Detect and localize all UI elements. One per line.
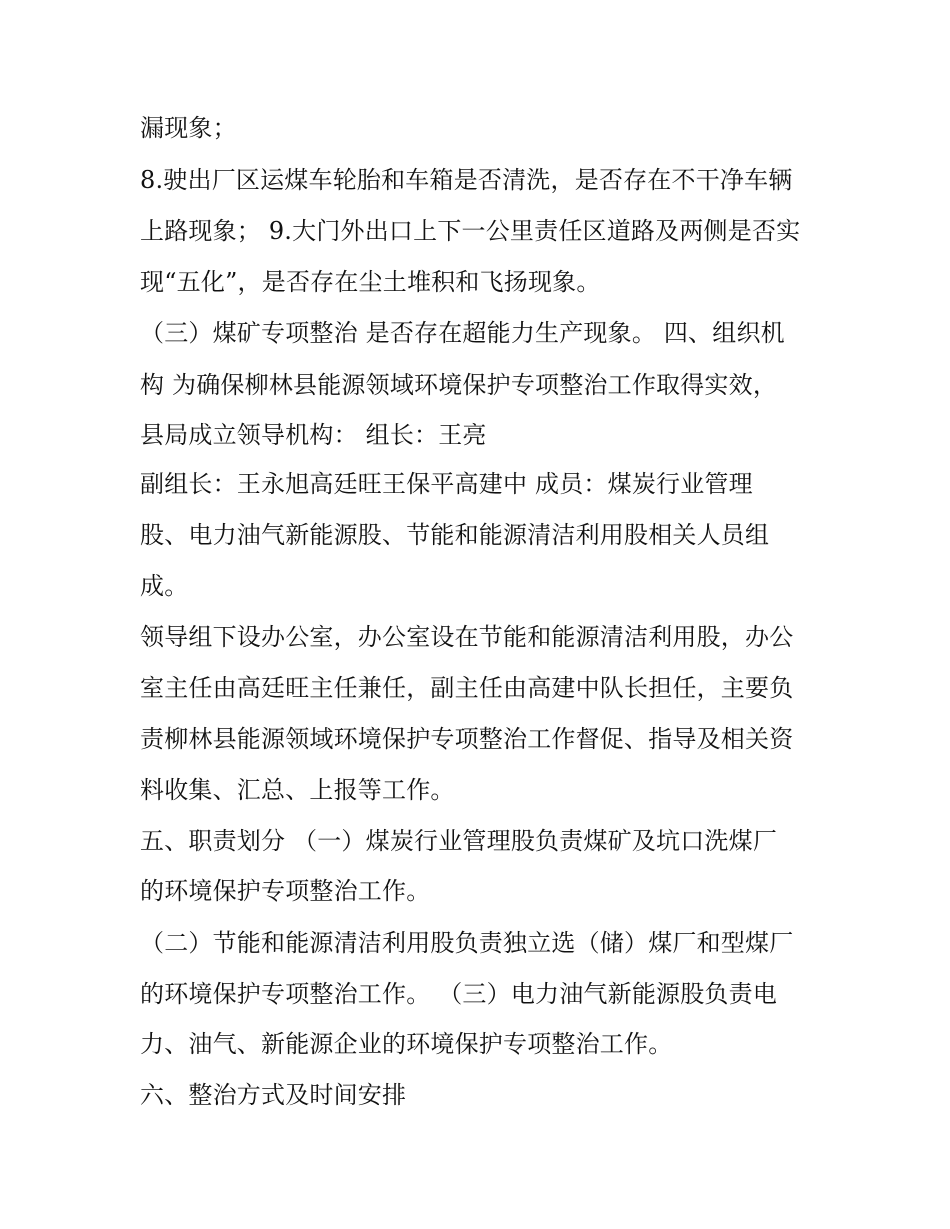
text-line: 上路现象； 9.大门外出口上下一公里责任区道路及两侧是否实 — [140, 217, 801, 245]
text-line: 责柳林县能源领域环境保护专项整治工作督促、指导及相关资 — [140, 725, 794, 753]
text-line: 的环境保护专项整治工作。 — [140, 877, 431, 905]
text-line: 8.驶出厂区运煤车轮胎和车箱是否清洗，是否存在不干净车辆 — [140, 166, 793, 194]
text-line: 股、电力油气新能源股、节能和能源清洁利用股相关人员组 — [140, 521, 770, 549]
text-line: 室主任由高廷旺主任兼任，副主任由高建中队长担任，主要负 — [140, 674, 794, 702]
text-line: 成。 — [140, 572, 189, 600]
text-line: 现“五化”，是否存在尘土堆积和飞扬现象。 — [140, 268, 601, 296]
text-line: 领导组下设办公室，办公室设在节能和能源清洁利用股，办公 — [140, 623, 794, 651]
text-line: 料收集、汇总、上报等工作。 — [140, 776, 455, 804]
text-line: 五、职责划分 （一）煤炭行业管理股负责煤矿及坑口洗煤厂 — [140, 827, 778, 855]
text-line: 力、油气、新能源企业的环境保护专项整治工作。 — [140, 1030, 673, 1058]
text-line: 漏现象； — [140, 114, 237, 142]
text-line: 的环境保护专项整治工作。 （三）电力油气新能源股负责电 — [140, 980, 778, 1008]
text-line: （二）节能和能源清洁利用股负责独立选（储）煤厂和型煤厂 — [140, 929, 794, 957]
text-line: 县局成立领导机构： 组长：王亮 — [140, 421, 487, 449]
text-line: 六、整治方式及时间安排 — [140, 1081, 407, 1109]
text-line: （三）煤矿专项整治 是否存在超能力生产现象。 四、组织机 — [140, 319, 785, 347]
text-line: 构 为确保柳林县能源领域环境保护专项整治工作取得实效， — [140, 371, 778, 399]
text-line: 副组长：王永旭高廷旺王保平高建中 成员：煤炭行业管理 — [140, 470, 753, 498]
